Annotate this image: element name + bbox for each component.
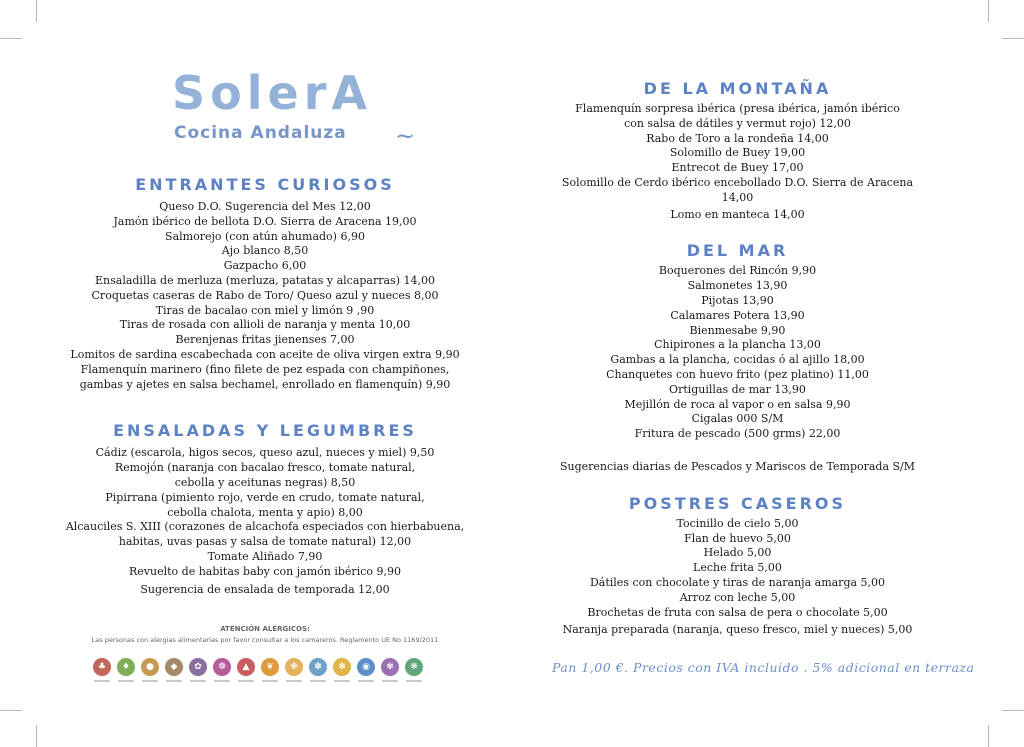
menu-item: Salmonetes 13,90 xyxy=(687,279,788,293)
menu-item: Gazpacho 6,00 xyxy=(223,259,307,273)
menu-item: Arroz con leche 5,00 xyxy=(679,590,796,604)
allergen-item xyxy=(236,658,256,682)
crop-mark xyxy=(36,0,37,22)
allergen-item xyxy=(212,658,232,682)
menu-item: Boquerones del Rincón 9,90 xyxy=(658,264,817,278)
allergen-label xyxy=(142,680,158,682)
section-title: ENSALADAS Y LEGUMBRES xyxy=(113,421,417,441)
menu-item: Solomillo de Cerdo ibérico encebollado D.O. Sierra de Aracena 14,00 xyxy=(561,175,914,204)
allergen-label xyxy=(262,680,278,682)
menu-item: Remojón (naranja con bacalao fresco, tomate natural, xyxy=(114,461,416,475)
allergen-item xyxy=(188,658,208,682)
allergen-item xyxy=(92,658,112,682)
section-ensaladas xyxy=(60,420,470,597)
menu-item: Chanquetes con huevo frito (pez platino) 11,00 xyxy=(606,367,869,381)
sulphites-allergen-icon: ◉ xyxy=(357,658,375,676)
allergen-label xyxy=(94,680,110,682)
allergen-icons xyxy=(92,658,470,682)
allergen-item xyxy=(116,658,136,682)
allergen-item xyxy=(284,658,304,682)
menu-item: Helado 5,00 xyxy=(703,546,772,560)
menu-item: Sugerencia de ensalada de temporada 12,00 xyxy=(140,582,390,596)
allergen-label xyxy=(334,680,350,682)
menu-item: Leche frita 5,00 xyxy=(693,561,782,575)
section-mar xyxy=(555,240,920,474)
menu-item: Ensaladilla de merluza (merluza, patatas y alcaparras) 14,00 xyxy=(95,273,435,287)
menu-item: Brochetas de fruta con salsa de pera o chocolate 5,00 xyxy=(587,605,888,619)
peanuts-allergen-icon: ✿ xyxy=(189,658,207,676)
allergen-item xyxy=(140,658,160,682)
menu-item: Jamón ibérico de bellota D.O. Sierra de Aracena 19,00 xyxy=(113,214,417,228)
seafood-suggestion-note: Sugerencias diarias de Pescados y Mariscos de Temporada S/M xyxy=(559,459,916,473)
menu-item: Croquetas caseras de Rabo de Toro/ Queso azul y nueces 8,00 xyxy=(91,288,439,302)
section-montana xyxy=(555,78,920,222)
menu-item: Naranja preparada (naranja, queso fresco, miel y nueces) 5,00 xyxy=(562,623,913,637)
allergen-label xyxy=(286,680,302,682)
allergen-label xyxy=(166,680,182,682)
allergen-text: Las personas con alergias alimentarias por favor consultar a los camareros. Reglamento UE No 1169/2011 xyxy=(91,636,439,645)
menu-item: Dátiles con chocolate y tiras de naranja amarga 5,00 xyxy=(589,575,886,589)
section-postres xyxy=(555,493,920,638)
menu-item: cebolla chalota, menta y apio) 8,00 xyxy=(167,505,363,519)
allergen-label xyxy=(358,680,374,682)
logo-subtitle: Cocina Andaluza xyxy=(174,123,347,143)
crop-mark xyxy=(988,725,989,747)
mustard-allergen-icon: ✽ xyxy=(309,658,327,676)
crustaceans-allergen-icon: ♦ xyxy=(117,658,135,676)
section-title: DE LA MONTAÑA xyxy=(643,79,832,98)
menu-item: Tiras de bacalao con miel y limón 9 ,90 xyxy=(155,303,375,317)
eggs-allergen-icon: ● xyxy=(141,658,159,676)
allergen-item xyxy=(164,658,184,682)
footer-note: Pan 1,00 €. Precios con IVA incluido . 5% adicional en terraza xyxy=(552,660,975,675)
section-title: ENTRANTES CURIOSOS xyxy=(135,175,395,194)
allergen-title: ATENCIÓN ALÉRGICOS: xyxy=(220,625,310,634)
molluscs-allergen-icon: ❋ xyxy=(405,658,423,676)
menu-item: Queso D.O. Sugerencia del Mes 12,00 xyxy=(159,200,371,213)
allergen-item xyxy=(260,658,280,682)
logo-name: SolerA xyxy=(172,66,372,120)
menu-item: Mejillón de roca al vapor o en salsa 9,90 xyxy=(624,397,851,411)
restaurant-logo xyxy=(60,66,470,152)
left-column xyxy=(60,66,470,682)
menu-item: Flamenquín marinero (fino filete de pez espada con champiñones, xyxy=(80,362,450,376)
menu-item: Tiras de rosada con allioli de naranja y menta 10,00 xyxy=(119,318,411,332)
menu-item: Tocinillo de cielo 5,00 xyxy=(676,516,799,530)
menu-item: Lomo en manteca 14,00 xyxy=(670,207,805,221)
menu-item: Pipirrana (pimiento rojo, verde en crudo, tomate natural, xyxy=(105,490,425,504)
menu-item: Calamares Potera 13,90 xyxy=(670,308,805,322)
menu-item: Alcauciles S. XIII (corazones de alcachofa especiados con hierbabuena, xyxy=(65,520,465,534)
allergen-notice xyxy=(60,625,470,682)
milk-allergen-icon: ▲ xyxy=(237,658,255,676)
logo-tilde: ~ xyxy=(395,122,416,150)
right-column xyxy=(555,78,920,638)
allergen-label xyxy=(238,680,254,682)
crop-mark xyxy=(1002,38,1024,39)
nuts-allergen-icon: ❦ xyxy=(261,658,279,676)
menu-item: Ajo blanco 8,50 xyxy=(221,244,309,258)
menu-item: Chipirones a la plancha 13,00 xyxy=(654,338,821,352)
allergen-label xyxy=(406,680,422,682)
menu-item: Lomitos de sardina escabechada con aceite de oliva virgen extra 9,90 xyxy=(70,347,460,361)
crop-mark xyxy=(1002,710,1024,711)
menu-item: cebolla y aceitunas negras) 8,50 xyxy=(174,475,356,489)
menu-item: Pijotas 13,90 xyxy=(701,293,774,307)
allergen-item xyxy=(332,658,352,682)
gluten-allergen-icon: ♣ xyxy=(93,658,111,676)
section-entrantes xyxy=(60,174,470,392)
menu-item: habitas, uvas pasas y salsa de tomate natural) 12,00 xyxy=(118,535,412,549)
allergen-label xyxy=(382,680,398,682)
menu-item: Tomate Aliñado 7,90 xyxy=(207,549,323,563)
crop-mark xyxy=(988,0,989,22)
menu-item: Solomillo de Buey 19,00 xyxy=(669,146,806,160)
allergen-label xyxy=(214,680,230,682)
section-title: POSTRES CASEROS xyxy=(628,493,847,513)
soy-allergen-icon: ❁ xyxy=(213,658,231,676)
allergen-label xyxy=(310,680,326,682)
menu-item: Entrecot de Buey 17,00 xyxy=(671,161,804,175)
allergen-item xyxy=(404,658,424,682)
menu-item: con salsa de dátiles y vermut rojo) 12,00 xyxy=(624,116,851,130)
celery-allergen-icon: ✤ xyxy=(285,658,303,676)
sesame-allergen-icon: ❃ xyxy=(333,658,351,676)
crop-mark xyxy=(0,38,22,39)
menu-item: Berenjenas fritas jienenses 7,00 xyxy=(175,333,355,347)
menu-item: Gambas a la plancha, cocidas ó al ajillo 18,00 xyxy=(610,353,865,367)
menu-item: Salmorejo (con atún ahumado) 6,90 xyxy=(165,229,365,243)
allergen-item xyxy=(356,658,376,682)
crop-mark xyxy=(36,725,37,747)
menu-item: Bienmesabe 9,90 xyxy=(689,323,786,337)
menu-item: gambas y ajetes en salsa bechamel, enrollado en flamenquín) 9,90 xyxy=(79,377,451,391)
section-title: DEL MAR xyxy=(686,241,789,261)
menu-item: Flan de huevo 5,00 xyxy=(684,531,791,545)
allergen-label xyxy=(118,680,134,682)
menu-item: Fritura de pescado (500 grms) 22,00 xyxy=(634,427,841,441)
allergen-item xyxy=(380,658,400,682)
menu-item: Cádiz (escarola, higos secos, queso azul, nueces y miel) 9,50 xyxy=(95,446,435,460)
allergen-label xyxy=(190,680,206,682)
menu-item: Ortiguillas de mar 13,90 xyxy=(669,382,806,396)
crop-mark xyxy=(0,710,22,711)
menu-item: Cigalas 000 S/M xyxy=(691,412,784,426)
menu-item: Rabo de Toro a la rondeña 14,00 xyxy=(646,131,829,145)
fish-allergen-icon: ◆ xyxy=(165,658,183,676)
allergen-item xyxy=(308,658,328,682)
menu-item: Revuelto de habitas baby con jamón ibérico 9,90 xyxy=(129,564,401,578)
menu-item: Flamenquín sorpresa ibérica (presa ibérica, jamón ibérico xyxy=(575,102,900,115)
lupin-allergen-icon: ✾ xyxy=(381,658,399,676)
